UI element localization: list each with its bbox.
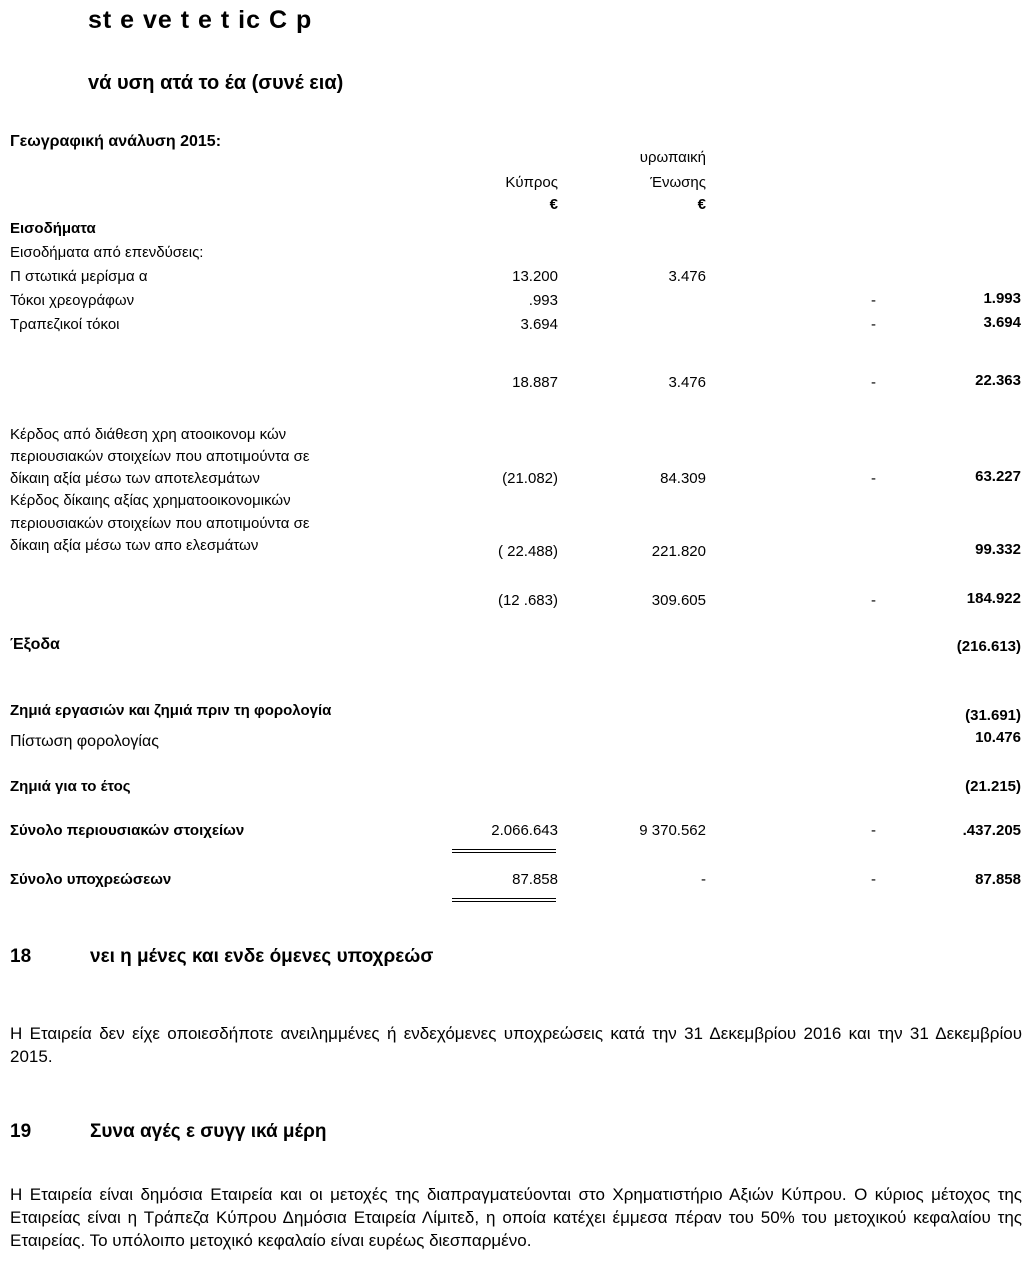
document-header-title: st e ve t e t ic C p xyxy=(88,6,313,34)
loss-year-total: (21.215) xyxy=(965,778,1021,795)
subtotal2-other: - xyxy=(871,592,876,609)
section-subtitle: vά υση ατά το έα (συνέ εια) xyxy=(88,72,344,94)
col-header-eu-line1: υρωπαική xyxy=(639,149,706,166)
expenses-total: (216.613) xyxy=(956,638,1021,655)
section-19-number: 19 xyxy=(10,1121,32,1142)
gain-fair-line1: Κέρδος δίκαιης αξίας χρηματοοικονομικών xyxy=(10,492,291,509)
row-bond-interest-cyprus: .993 xyxy=(528,292,558,309)
gain-fair-line2: περιουσιακών στοιχείων που αποτιμούντα σε xyxy=(10,515,310,532)
total-liabilities-total: 87.858 xyxy=(975,871,1021,888)
subtotal1-cyprus: 18.887 xyxy=(512,374,558,391)
total-assets-label: Σύνολο περιουσιακών στοιχείων xyxy=(10,822,245,839)
row-bond-interest-total: 1.993 xyxy=(983,290,1021,307)
row-bond-interest-other: - xyxy=(871,292,876,309)
total-liabilities-eu: - xyxy=(701,871,706,888)
subtotal2-eu: 309.605 xyxy=(651,592,706,609)
tax-credit-label: Πίστωση φορολογίας xyxy=(10,733,159,750)
total-assets-total: .437.205 xyxy=(962,822,1021,839)
tax-credit-total: 10.476 xyxy=(975,729,1021,746)
gain-fair-line3: δίκαιη αξία μέσω των απο ελεσμάτων xyxy=(10,537,259,554)
row-dividends-label: Π στωτικά μερίσμα α xyxy=(10,268,148,285)
row-bank-interest-other: - xyxy=(871,316,876,333)
section-18-text: Η Εταιρεία δεν είχε οποιεσδήποτε ανειλημμένες ή ενδεχόμενες υποχρεώσεις κατά την 31 Δεκεμβρίου 2016 και την 31 Δεκεμβρίου 2015. xyxy=(10,1024,1022,1066)
row-bond-interest-label: Τόκοι χρεογράφων xyxy=(10,292,135,309)
gain-disposal-total: 63.227 xyxy=(975,468,1021,485)
section-19-title: Συνα αγές ε συγγ ικά μέρη xyxy=(90,1121,327,1142)
row-bank-interest-label: Τραπεζικοί τόκοι xyxy=(10,316,120,333)
gain-fair-eu: 221.820 xyxy=(651,543,706,560)
investment-income-label: Εισοδήματα από επενδύσεις: xyxy=(10,244,204,261)
loss-before-tax-label: Ζημιά εργασιών και ζημιά πριν τη φορολογία xyxy=(10,702,332,719)
loss-before-tax-total: (31.691) xyxy=(965,707,1021,724)
gain-disposal-line1: Κέρδος από διάθεση χρη ατοοικονομ κών xyxy=(10,426,287,443)
gain-fair-cyprus: ( 22.488) xyxy=(497,543,558,560)
income-heading: Εισοδήματα xyxy=(10,220,96,237)
gain-disposal-other: - xyxy=(871,470,876,487)
geo-analysis-title: Γεωγραφική ανάλυση 2015: xyxy=(10,133,222,150)
gain-disposal-line3: δίκαιη αξία μέσω των αποτελεσμάτων xyxy=(10,470,260,487)
col-header-eu-line2: Ένωσης xyxy=(650,174,706,191)
total-liabilities-underline-2 xyxy=(452,901,556,902)
section-19-text: Η Εταιρεία είναι δημόσια Εταιρεία και οι μετοχές της διαπραγματεύονται στο Χρηματιστήριο Αξιών Κύπρου. Ο κύριος μέτοχος της Εταιρείας είναι η Τράπεζα Κύπρου Δημόσια Εταιρεία Λίμιτεδ, η οποία κατέχει έμμεσα πέραν του 50% του μετοχικού κεφαλαίου της Εταιρείας. Το υπόλοιπο μετοχικό κεφαλαίο είναι ευρέως διεσπαρμένο. xyxy=(10,1185,1022,1250)
row-bank-interest-total: 3.694 xyxy=(983,314,1021,331)
gain-disposal-eu: 84.309 xyxy=(660,470,706,487)
section-18-title: νει η μένες και ενδε όμενες υποχρεώσ xyxy=(90,946,434,967)
currency-eu: € xyxy=(697,196,706,213)
subtotal1-total: 22.363 xyxy=(975,372,1021,389)
gain-disposal-line2: περιουσιακών στοιχείων που αποτιμούντα σε xyxy=(10,448,310,465)
total-liabilities-other: - xyxy=(871,871,876,888)
subtotal1-other: - xyxy=(871,374,876,391)
total-assets-cyprus: 2.066.643 xyxy=(491,822,558,839)
total-assets-underline-2 xyxy=(452,852,556,853)
subtotal2-total: 184.922 xyxy=(966,590,1021,607)
gain-fair-total: 99.332 xyxy=(975,541,1021,558)
total-liabilities-label: Σύνολο υποχρεώσεων xyxy=(10,871,172,888)
col-header-cyprus: Κύπρος xyxy=(505,174,558,191)
total-assets-other: - xyxy=(871,822,876,839)
total-assets-underline-1 xyxy=(452,849,556,850)
row-dividends-eu: 3.476 xyxy=(668,268,706,285)
section-18-number: 18 xyxy=(10,946,32,967)
row-bank-interest-cyprus: 3.694 xyxy=(520,316,558,333)
row-dividends-cyprus: 13.200 xyxy=(512,268,558,285)
subtotal1-eu: 3.476 xyxy=(668,374,706,391)
expenses-label: Έξοδα xyxy=(10,636,60,653)
currency-cyprus: € xyxy=(549,196,558,213)
total-liabilities-cyprus: 87.858 xyxy=(512,871,558,888)
total-liabilities-underline-1 xyxy=(452,898,556,899)
subtotal2-cyprus: (12 .683) xyxy=(497,592,558,609)
gain-disposal-cyprus: (21.082) xyxy=(502,470,558,487)
total-assets-eu: 9 370.562 xyxy=(639,822,706,839)
loss-year-label: Ζημιά για το έτος xyxy=(10,778,131,795)
